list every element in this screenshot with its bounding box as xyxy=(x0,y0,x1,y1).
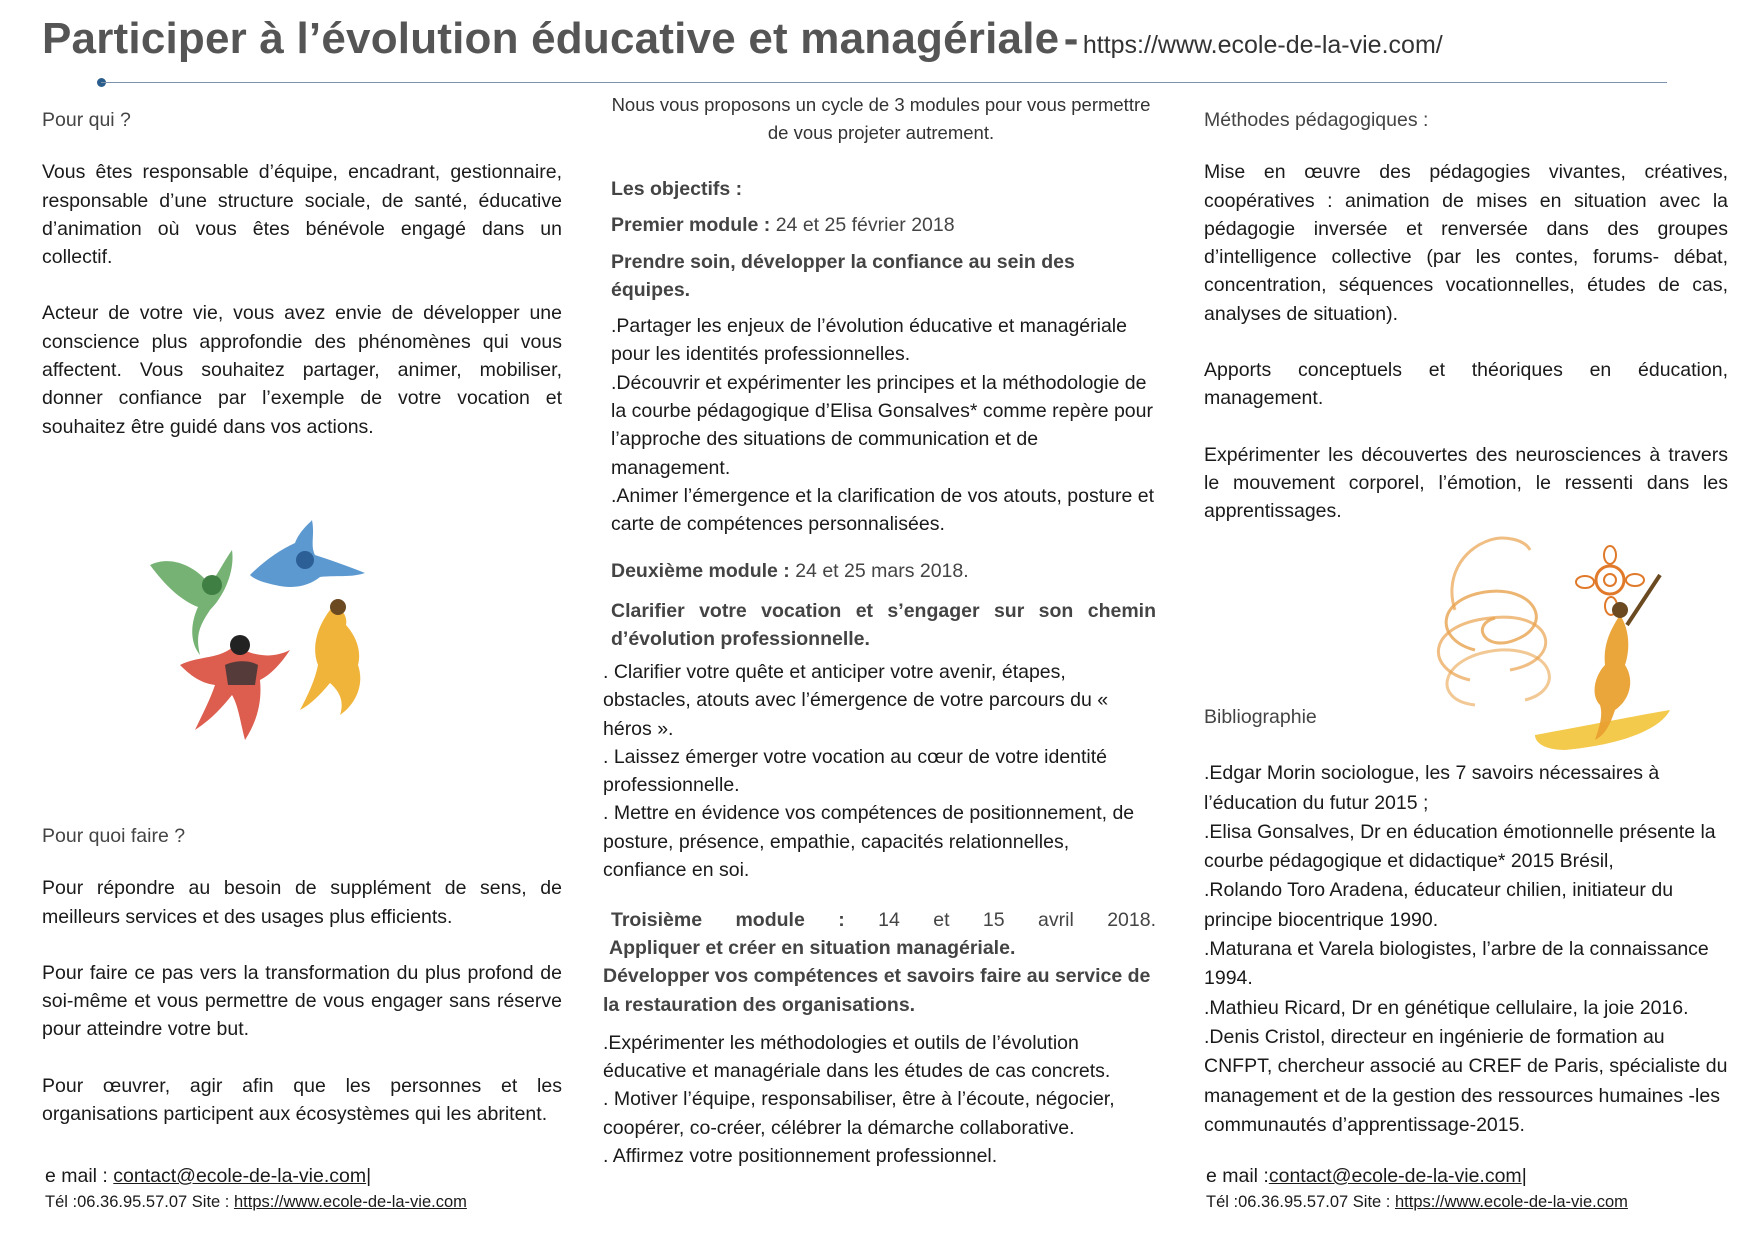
site-link[interactable]: https://www.ecole-de-la-vie.com xyxy=(233,1193,467,1211)
bibliography-item: .Mathieu Ricard, Dr en génétique cellulaire, la joie 2016. xyxy=(1204,996,1689,1019)
intro-text: Nous vous proposons un cycle de 3 modules pour vous permettre de vous projeter autrement. xyxy=(611,94,1151,143)
pour-quoi-heading: Pour quoi faire ? xyxy=(42,825,186,847)
module-1-bullet-1: .Partager les enjeux de l’évolution éducative et managériale pour les identités professionnelles. xyxy=(611,315,1127,366)
middle-intro xyxy=(606,91,1156,147)
middle-column-module-3 xyxy=(603,934,1156,1170)
email-separator: | xyxy=(1521,1165,1527,1187)
methodes-paragraph-1: Mise en œuvre des pédagogies vivantes, créatives, coopératives : animation de mises en situation avec la pédagogie inversée et renversée dans des groupes d’intelligence collective (par les contes, forums- débat, concentration, séquences vocationnelles, études de cas, analyses de situation). xyxy=(1204,161,1728,325)
module-3-bullet-2: . Motiver l’équipe, responsabiliser, être à l’écoute, négocier, coopérer, co-créer, célébrer la démarche collaborative. xyxy=(603,1088,1115,1139)
middle-column xyxy=(611,175,1156,653)
module-1-heading xyxy=(611,211,1156,239)
module-3-title-2: Développer vos compétences et savoirs faire au service de la restauration des organisations. xyxy=(603,965,1151,1016)
module-3-heading xyxy=(611,906,1156,934)
module-2-bullet-3: . Mettre en évidence vos compétences de positionnement, de posture, présence, empathie, capacités relationnelles, confiance en soi. xyxy=(603,802,1135,882)
module-2-bullet-2: . Laissez émerger votre vocation au cœur de votre identité professionnelle. xyxy=(603,745,1107,797)
email-separator: | xyxy=(366,1165,372,1187)
email-label: e mail : xyxy=(45,1165,114,1187)
header-url-link[interactable]: https://www.ecole-de-la-vie.com/ xyxy=(1082,31,1443,59)
bibliography-item: .Elisa Gonsalves, Dr en éducation émotionnelle présente la courbe pédagogique et didactique* 2015 Brésil, xyxy=(1204,820,1716,873)
module-3-bullet-3: . Affirmez votre positionnement professionnel. xyxy=(603,1145,998,1168)
left-column xyxy=(42,106,562,441)
left-footer xyxy=(45,1163,467,1215)
module-2-label: Deuxième module : xyxy=(611,559,790,582)
methodes-heading: Méthodes pédagogiques : xyxy=(1204,109,1429,131)
header-divider xyxy=(101,82,1667,83)
bibliography-section xyxy=(1204,703,1728,1140)
module-3-title-1: Appliquer et créer en situation managériale. xyxy=(609,937,1016,959)
module-2-date: 24 et 25 mars 2018. xyxy=(789,559,969,582)
module-3-bullet-1: .Expérimenter les méthodologies et outils de l’évolution éducative et managériale dans les études de cas concrets. xyxy=(603,1031,1111,1083)
module-1-bullet-3: .Animer l’émergence et la clarification de vos atouts, posture et carte de compétences personnalisées. xyxy=(611,484,1155,536)
right-footer xyxy=(1206,1163,1628,1215)
pour-qui-heading: Pour qui ? xyxy=(42,109,131,131)
pour-qui-paragraph-2: Acteur de votre vie, vous avez envie de développer une conscience plus approfondie des phénomènes qui vous affectent. Vous souhaitez partager, animer, mobiliser, donner confiance par l’exemple de votre vocation et souhaitez être guidé dans vos actions. xyxy=(42,302,562,438)
bibliography-list xyxy=(1204,759,1728,1140)
module-2-title: Clarifier votre vocation et s’engager sur son chemin d’évolution professionnelle. xyxy=(611,599,1156,651)
pour-qui-paragraph-1: Vous êtes responsable d’équipe, encadrant, gestionnaire, responsable d’une structure sociale, de santé, éducative d’animation où vous êtes bénévole engagé dans un collectif. xyxy=(42,161,562,269)
module-2-heading xyxy=(611,557,1156,585)
site-link[interactable]: https://www.ecole-de-la-vie.com xyxy=(1394,1193,1628,1211)
pour-quoi-paragraph-2: Pour faire ce pas vers la transformation du plus profond de soi-même et vous permettre de vous engager sans réserve pour atteindre votre but. xyxy=(42,961,562,1041)
email-label: e mail : xyxy=(1206,1165,1269,1187)
bibliography-item: .Edgar Morin sociologue, les 7 savoirs nécessaires à l’éducation du futur 2015 ; xyxy=(1204,762,1660,814)
objectifs-heading: Les objectifs : xyxy=(611,178,743,200)
email-link[interactable]: contact@ecole-de-la-vie.com xyxy=(1268,1165,1522,1187)
tel-label: Tél :06.36.95.57.07 Site : xyxy=(1206,1193,1395,1211)
module-3-label: Troisième module : xyxy=(611,909,845,931)
methodes-paragraph-3: Expérimenter les découvertes des neurosciences à travers le mouvement corporel, l’émotion, le ressenti dans les apprentissages. xyxy=(1204,443,1728,523)
module-1-label: Premier module : xyxy=(611,214,771,237)
module-1-date: 24 et 25 février 2018 xyxy=(770,214,955,237)
title-separator: - xyxy=(1063,14,1079,63)
bibliography-item: .Rolando Toro Aradena, éducateur chilien, initiateur du principe biocentrique 1990. xyxy=(1204,879,1674,931)
page-title xyxy=(42,14,1443,64)
email-link[interactable]: contact@ecole-de-la-vie.com xyxy=(113,1165,367,1187)
dancers-circle-illustration xyxy=(140,515,380,745)
pour-quoi-paragraph-3: Pour œuvrer, agir afin que les personnes et les organisations participent aux écosystèmes qui les abritent. xyxy=(42,1074,562,1126)
bibliography-heading: Bibliographie xyxy=(1204,706,1317,728)
right-column xyxy=(1204,106,1728,526)
module-1-bullet-2: .Découvrir et expérimenter les principes et la méthodologie de la courbe pédagogique d’Elisa Gonsalves* comme repère pour l’approche des situations de communication et de management. xyxy=(611,371,1153,479)
module-1-title: Prendre soin, développer la confiance au sein des équipes. xyxy=(611,250,1075,301)
module-2-bullet-1: . Clarifier votre quête et anticiper votre avenir, étapes, obstacles, atouts avec l’émergence de votre parcours du « héros ». xyxy=(603,661,1109,740)
left-column-lower xyxy=(42,822,562,1128)
module-3-date: 14 et 15 avril 2018. xyxy=(844,909,1156,931)
bibliography-item: .Maturana et Varela biologistes, l’arbre de la connaissance 1994. xyxy=(1204,938,1709,990)
middle-column-module-2-bullets xyxy=(603,658,1156,884)
pour-quoi-paragraph-1: Pour répondre au besoin de supplément de sens, de meilleurs services et des usages plus efficients. xyxy=(42,877,562,928)
bibliography-item: .Denis Cristol, directeur en ingénierie de formation au CNFPT, chercheur associé au CREF de Paris, spécialiste du management et de la gestion des ressources humaines -les communautés d’apprentissage-2015. xyxy=(1204,1025,1728,1136)
tel-label: Tél :06.36.95.57.07 Site : xyxy=(45,1193,234,1211)
methodes-paragraph-2: Apports conceptuels et théoriques en éducation, management. xyxy=(1204,359,1728,410)
title-text: Participer à l’évolution éducative et managériale xyxy=(42,14,1060,63)
